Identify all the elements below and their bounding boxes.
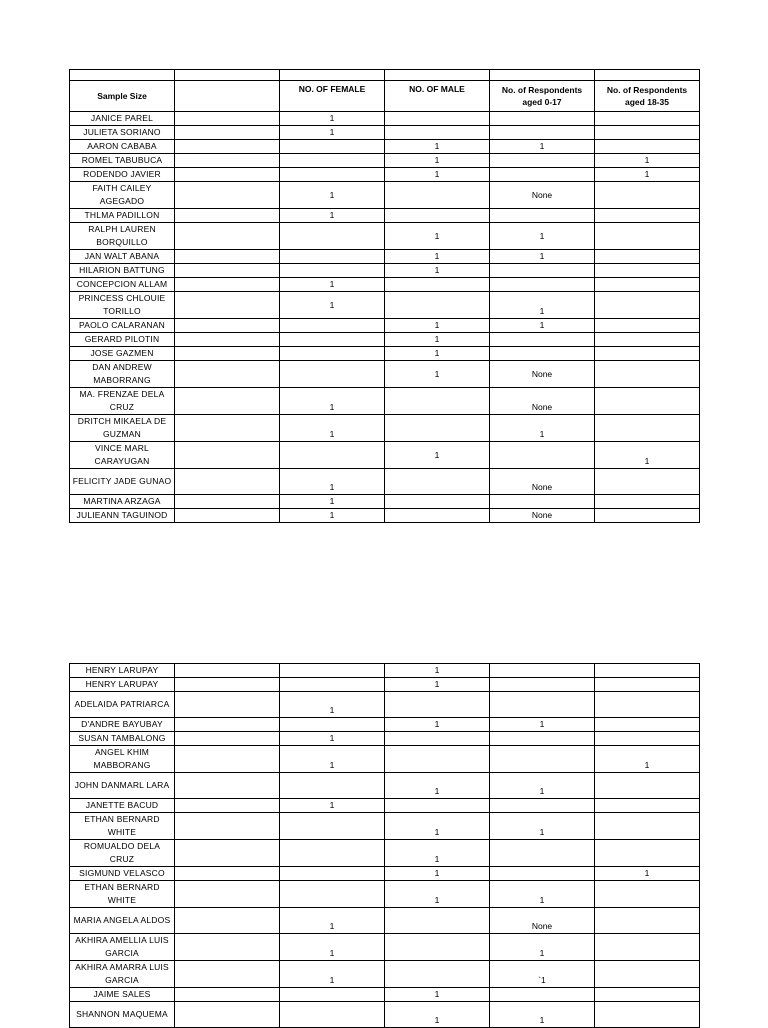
aged-18-35-count bbox=[595, 840, 700, 867]
blank-cell bbox=[175, 154, 280, 168]
blank-cell bbox=[175, 347, 280, 361]
aged-0-17-count: None bbox=[490, 509, 595, 523]
female-count bbox=[280, 840, 385, 867]
table-row bbox=[70, 182, 700, 209]
blank-cell bbox=[175, 112, 280, 126]
respondent-name: RALPH LAUREN BORQUILLO bbox=[70, 223, 175, 250]
aged-0-17-count bbox=[490, 112, 595, 126]
male-count bbox=[385, 388, 490, 415]
aged-0-17-count bbox=[490, 732, 595, 746]
blank-cell bbox=[175, 264, 280, 278]
aged-0-17-count bbox=[490, 278, 595, 292]
table-row bbox=[70, 250, 700, 264]
aged-18-35-count: 1 bbox=[595, 168, 700, 182]
female-count bbox=[280, 319, 385, 333]
aged-18-35-count bbox=[595, 881, 700, 908]
aged-18-35-count bbox=[595, 988, 700, 1002]
aged-0-17-count bbox=[490, 867, 595, 881]
table-row bbox=[70, 961, 700, 988]
header-male: NO. OF MALE bbox=[385, 81, 490, 112]
aged-18-35-count bbox=[595, 678, 700, 692]
female-count: 1 bbox=[280, 209, 385, 223]
aged-18-35-count bbox=[595, 961, 700, 988]
respondent-name: ADELAIDA PATRIARCA bbox=[70, 692, 175, 718]
aged-0-17-count bbox=[490, 154, 595, 168]
aged-0-17-count: 1 bbox=[490, 415, 595, 442]
blank-cell bbox=[175, 840, 280, 867]
aged-0-17-count bbox=[490, 333, 595, 347]
table-row bbox=[70, 126, 700, 140]
blank-row bbox=[70, 70, 700, 81]
aged-0-17-count bbox=[490, 799, 595, 813]
respondent-name: FAITH CAILEY AGEGADO bbox=[70, 182, 175, 209]
aged-0-17-count: 1 bbox=[490, 319, 595, 333]
female-count bbox=[280, 813, 385, 840]
header-aged-18-35: No. of Respondents aged 18-35 bbox=[595, 81, 700, 112]
aged-18-35-count bbox=[595, 692, 700, 718]
female-count: 1 bbox=[280, 469, 385, 495]
female-count: 1 bbox=[280, 746, 385, 773]
female-count: 1 bbox=[280, 292, 385, 319]
aged-18-35-count bbox=[595, 495, 700, 509]
respondent-name: RODENDO JAVIER bbox=[70, 168, 175, 182]
aged-18-35-count: 1 bbox=[595, 442, 700, 469]
table-row bbox=[70, 678, 700, 692]
male-count bbox=[385, 469, 490, 495]
blank-cell bbox=[175, 209, 280, 223]
female-count: 1 bbox=[280, 961, 385, 988]
aged-18-35-count bbox=[595, 361, 700, 388]
respondent-name: ROMUALDO DELA CRUZ bbox=[70, 840, 175, 867]
aged-18-35-count bbox=[595, 209, 700, 223]
header-blank bbox=[175, 81, 280, 112]
aged-0-17-count: 1 bbox=[490, 1002, 595, 1028]
blank-cell bbox=[175, 509, 280, 523]
respondent-name: JANETTE BACUD bbox=[70, 799, 175, 813]
table-row bbox=[70, 773, 700, 799]
respondent-name: ETHAN BERNARD WHITE bbox=[70, 881, 175, 908]
female-count: 1 bbox=[280, 126, 385, 140]
female-count bbox=[280, 168, 385, 182]
aged-18-35-count bbox=[595, 223, 700, 250]
aged-0-17-count: None bbox=[490, 182, 595, 209]
respondent-name: ANGEL KHIM MABBORANG bbox=[70, 746, 175, 773]
aged-0-17-count: 1 bbox=[490, 773, 595, 799]
female-count: 1 bbox=[280, 182, 385, 209]
male-count: 1 bbox=[385, 718, 490, 732]
blank-cell bbox=[175, 934, 280, 961]
respondent-name: CONCEPCION ALLAM bbox=[70, 278, 175, 292]
respondent-name: AARON CABABA bbox=[70, 140, 175, 154]
male-count: 1 bbox=[385, 333, 490, 347]
aged-0-17-count bbox=[490, 840, 595, 867]
respondent-name: SIGMUND VELASCO bbox=[70, 867, 175, 881]
blank-cell bbox=[175, 319, 280, 333]
aged-18-35-count bbox=[595, 250, 700, 264]
male-count: 1 bbox=[385, 264, 490, 278]
female-count bbox=[280, 223, 385, 250]
female-count bbox=[280, 333, 385, 347]
female-count: 1 bbox=[280, 495, 385, 509]
aged-0-17-count bbox=[490, 209, 595, 223]
blank-cell bbox=[175, 333, 280, 347]
aged-18-35-count bbox=[595, 732, 700, 746]
respondent-name: SHANNON MAQUEMA bbox=[70, 1002, 175, 1028]
table-row bbox=[70, 934, 700, 961]
table-row bbox=[70, 347, 700, 361]
female-count bbox=[280, 140, 385, 154]
respondent-name: JULIETA SORIANO bbox=[70, 126, 175, 140]
female-count: 1 bbox=[280, 509, 385, 523]
male-count: 1 bbox=[385, 347, 490, 361]
female-count bbox=[280, 347, 385, 361]
aged-18-35-count bbox=[595, 333, 700, 347]
aged-18-35-count bbox=[595, 319, 700, 333]
respondent-name: HENRY LARUPAY bbox=[70, 664, 175, 678]
table-row bbox=[70, 495, 700, 509]
blank-cell bbox=[175, 469, 280, 495]
aged-0-17-count bbox=[490, 678, 595, 692]
aged-0-17-count: 1 bbox=[490, 934, 595, 961]
male-count: 1 bbox=[385, 664, 490, 678]
aged-18-35-count bbox=[595, 278, 700, 292]
table-row bbox=[70, 469, 700, 495]
table-row bbox=[70, 988, 700, 1002]
male-count bbox=[385, 292, 490, 319]
respondent-name: JAN WALT ABANA bbox=[70, 250, 175, 264]
table-row bbox=[70, 154, 700, 168]
table-row bbox=[70, 223, 700, 250]
female-count bbox=[280, 867, 385, 881]
female-count: 1 bbox=[280, 692, 385, 718]
aged-18-35-count bbox=[595, 469, 700, 495]
male-count bbox=[385, 182, 490, 209]
aged-18-35-count bbox=[595, 908, 700, 934]
blank-cell bbox=[175, 278, 280, 292]
blank-cell bbox=[175, 718, 280, 732]
aged-0-17-count: 1 bbox=[490, 813, 595, 840]
male-count bbox=[385, 278, 490, 292]
female-count bbox=[280, 988, 385, 1002]
male-count bbox=[385, 415, 490, 442]
respondent-name: PAOLO CALARANAN bbox=[70, 319, 175, 333]
table-row bbox=[70, 112, 700, 126]
aged-0-17-count bbox=[490, 692, 595, 718]
blank-cell bbox=[175, 746, 280, 773]
aged-18-35-count bbox=[595, 934, 700, 961]
male-count bbox=[385, 509, 490, 523]
aged-18-35-count bbox=[595, 718, 700, 732]
respondent-name: VINCE MARL CARAYUGAN bbox=[70, 442, 175, 469]
table-row bbox=[70, 664, 700, 678]
aged-0-17-count bbox=[490, 988, 595, 1002]
blank-cell bbox=[385, 70, 490, 81]
table-row bbox=[70, 881, 700, 908]
aged-18-35-count bbox=[595, 813, 700, 840]
aged-0-17-count: `1 bbox=[490, 961, 595, 988]
blank-cell bbox=[595, 70, 700, 81]
male-count bbox=[385, 112, 490, 126]
table-row bbox=[70, 746, 700, 773]
female-count: 1 bbox=[280, 388, 385, 415]
blank-cell bbox=[175, 692, 280, 718]
aged-18-35-count bbox=[595, 292, 700, 319]
male-count bbox=[385, 692, 490, 718]
male-count bbox=[385, 961, 490, 988]
male-count: 1 bbox=[385, 678, 490, 692]
aged-18-35-count bbox=[595, 264, 700, 278]
aged-0-17-count: 1 bbox=[490, 140, 595, 154]
female-count: 1 bbox=[280, 112, 385, 126]
header-aged-0-17: No. of Respondents aged 0-17 bbox=[490, 81, 595, 112]
table-row bbox=[70, 867, 700, 881]
table-row bbox=[70, 209, 700, 223]
blank-cell bbox=[175, 988, 280, 1002]
male-count: 1 bbox=[385, 319, 490, 333]
table-row bbox=[70, 278, 700, 292]
blank-cell bbox=[175, 961, 280, 988]
respondent-name: MARIA ANGELA ALDOS bbox=[70, 908, 175, 934]
blank-cell bbox=[175, 813, 280, 840]
table-row bbox=[70, 692, 700, 718]
blank-cell bbox=[175, 678, 280, 692]
male-count bbox=[385, 746, 490, 773]
female-count bbox=[280, 773, 385, 799]
respondents-table-1 bbox=[69, 69, 700, 523]
male-count: 1 bbox=[385, 813, 490, 840]
aged-18-35-count bbox=[595, 664, 700, 678]
header-female: NO. OF FEMALE bbox=[280, 81, 385, 112]
table-row bbox=[70, 415, 700, 442]
female-count: 1 bbox=[280, 799, 385, 813]
aged-0-17-count: None bbox=[490, 388, 595, 415]
male-count: 1 bbox=[385, 168, 490, 182]
respondent-name: PRINCESS CHLOUIE TORILLO bbox=[70, 292, 175, 319]
respondent-name: GERARD PILOTIN bbox=[70, 333, 175, 347]
aged-18-35-count bbox=[595, 415, 700, 442]
male-count: 1 bbox=[385, 840, 490, 867]
female-count bbox=[280, 264, 385, 278]
female-count bbox=[280, 881, 385, 908]
aged-0-17-count: 1 bbox=[490, 881, 595, 908]
blank-cell bbox=[175, 70, 280, 81]
table-row bbox=[70, 292, 700, 319]
aged-18-35-count: 1 bbox=[595, 746, 700, 773]
aged-0-17-count: 1 bbox=[490, 250, 595, 264]
aged-18-35-count bbox=[595, 388, 700, 415]
female-count bbox=[280, 664, 385, 678]
female-count bbox=[280, 678, 385, 692]
respondent-name: SUSAN TAMBALONG bbox=[70, 732, 175, 746]
male-count: 1 bbox=[385, 773, 490, 799]
male-count bbox=[385, 732, 490, 746]
blank-cell bbox=[175, 140, 280, 154]
aged-18-35-count bbox=[595, 347, 700, 361]
respondent-name: HENRY LARUPAY bbox=[70, 678, 175, 692]
blank-cell bbox=[175, 881, 280, 908]
respondents-table-2 bbox=[69, 663, 700, 1028]
blank-cell bbox=[70, 70, 175, 81]
female-count bbox=[280, 250, 385, 264]
female-count: 1 bbox=[280, 732, 385, 746]
female-count: 1 bbox=[280, 934, 385, 961]
respondent-name: D'ANDRE BAYUBAY bbox=[70, 718, 175, 732]
aged-0-17-count: 1 bbox=[490, 292, 595, 319]
respondent-name: JOSE GAZMEN bbox=[70, 347, 175, 361]
table-row bbox=[70, 388, 700, 415]
blank-cell bbox=[490, 70, 595, 81]
respondent-name: DRITCH MIKAELA DE GUZMAN bbox=[70, 415, 175, 442]
male-count: 1 bbox=[385, 881, 490, 908]
table-row bbox=[70, 509, 700, 523]
respondent-name: FELICITY JADE GUNAO bbox=[70, 469, 175, 495]
blank-cell bbox=[175, 415, 280, 442]
female-count bbox=[280, 442, 385, 469]
header-sample-size: Sample Size bbox=[70, 81, 175, 112]
respondent-name: AKHIRA AMELLIA LUIS GARCIA bbox=[70, 934, 175, 961]
aged-0-17-count: 1 bbox=[490, 223, 595, 250]
respondent-name: AKHIRA AMARRA LUIS GARCIA bbox=[70, 961, 175, 988]
respondent-name: JANICE PAREL bbox=[70, 112, 175, 126]
blank-cell bbox=[175, 361, 280, 388]
male-count: 1 bbox=[385, 250, 490, 264]
blank-cell bbox=[175, 867, 280, 881]
male-count: 1 bbox=[385, 867, 490, 881]
aged-0-17-count bbox=[490, 347, 595, 361]
table-row bbox=[70, 264, 700, 278]
blank-cell bbox=[175, 495, 280, 509]
aged-18-35-count bbox=[595, 182, 700, 209]
female-count: 1 bbox=[280, 415, 385, 442]
blank-cell bbox=[175, 732, 280, 746]
male-count: 1 bbox=[385, 1002, 490, 1028]
aged-18-35-count: 1 bbox=[595, 154, 700, 168]
male-count bbox=[385, 799, 490, 813]
aged-18-35-count bbox=[595, 799, 700, 813]
table-row bbox=[70, 140, 700, 154]
female-count bbox=[280, 154, 385, 168]
table-row bbox=[70, 799, 700, 813]
female-count: 1 bbox=[280, 908, 385, 934]
respondent-name: MARTINA ARZAGA bbox=[70, 495, 175, 509]
respondent-name: ETHAN BERNARD WHITE bbox=[70, 813, 175, 840]
female-count: 1 bbox=[280, 278, 385, 292]
blank-cell bbox=[175, 664, 280, 678]
aged-18-35-count bbox=[595, 140, 700, 154]
aged-18-35-count bbox=[595, 112, 700, 126]
aged-0-17-count: 1 bbox=[490, 718, 595, 732]
aged-0-17-count bbox=[490, 168, 595, 182]
blank-cell bbox=[280, 70, 385, 81]
table-row bbox=[70, 319, 700, 333]
table-row bbox=[70, 908, 700, 934]
blank-cell bbox=[175, 250, 280, 264]
male-count bbox=[385, 209, 490, 223]
male-count: 1 bbox=[385, 140, 490, 154]
blank-cell bbox=[175, 223, 280, 250]
male-count: 1 bbox=[385, 223, 490, 250]
aged-0-17-count bbox=[490, 664, 595, 678]
blank-cell bbox=[175, 182, 280, 209]
aged-18-35-count bbox=[595, 773, 700, 799]
aged-18-35-count bbox=[595, 126, 700, 140]
respondent-name: ROMEL TABUBUCA bbox=[70, 154, 175, 168]
aged-18-35-count: 1 bbox=[595, 867, 700, 881]
blank-cell bbox=[175, 773, 280, 799]
table-row bbox=[70, 840, 700, 867]
male-count bbox=[385, 495, 490, 509]
aged-0-17-count: None bbox=[490, 908, 595, 934]
male-count: 1 bbox=[385, 154, 490, 168]
male-count: 1 bbox=[385, 442, 490, 469]
aged-18-35-count bbox=[595, 509, 700, 523]
table-row bbox=[70, 732, 700, 746]
blank-cell bbox=[175, 292, 280, 319]
blank-cell bbox=[175, 388, 280, 415]
female-count bbox=[280, 361, 385, 388]
respondent-name: MA. FRENZAE DELA CRUZ bbox=[70, 388, 175, 415]
blank-cell bbox=[175, 168, 280, 182]
table-row bbox=[70, 361, 700, 388]
blank-cell bbox=[175, 442, 280, 469]
aged-0-17-count bbox=[490, 746, 595, 773]
table-row bbox=[70, 718, 700, 732]
aged-0-17-count bbox=[490, 264, 595, 278]
respondent-name: THLMA PADILLON bbox=[70, 209, 175, 223]
male-count bbox=[385, 126, 490, 140]
table-row bbox=[70, 333, 700, 347]
header-row bbox=[70, 81, 700, 112]
table-row bbox=[70, 442, 700, 469]
blank-cell bbox=[175, 126, 280, 140]
male-count: 1 bbox=[385, 361, 490, 388]
respondent-name: HILARION BATTUNG bbox=[70, 264, 175, 278]
table-row bbox=[70, 813, 700, 840]
male-count: 1 bbox=[385, 988, 490, 1002]
respondent-name: JAIME SALES bbox=[70, 988, 175, 1002]
male-count bbox=[385, 908, 490, 934]
respondent-name: DAN ANDREW MABORRANG bbox=[70, 361, 175, 388]
aged-0-17-count bbox=[490, 495, 595, 509]
aged-0-17-count: None bbox=[490, 469, 595, 495]
blank-cell bbox=[175, 799, 280, 813]
aged-0-17-count bbox=[490, 442, 595, 469]
table-row bbox=[70, 168, 700, 182]
respondent-name: JULIEANN TAGUINOD bbox=[70, 509, 175, 523]
male-count bbox=[385, 934, 490, 961]
blank-cell bbox=[175, 908, 280, 934]
aged-0-17-count bbox=[490, 126, 595, 140]
respondent-name: JOHN DANMARL LARA bbox=[70, 773, 175, 799]
female-count bbox=[280, 718, 385, 732]
aged-0-17-count: None bbox=[490, 361, 595, 388]
